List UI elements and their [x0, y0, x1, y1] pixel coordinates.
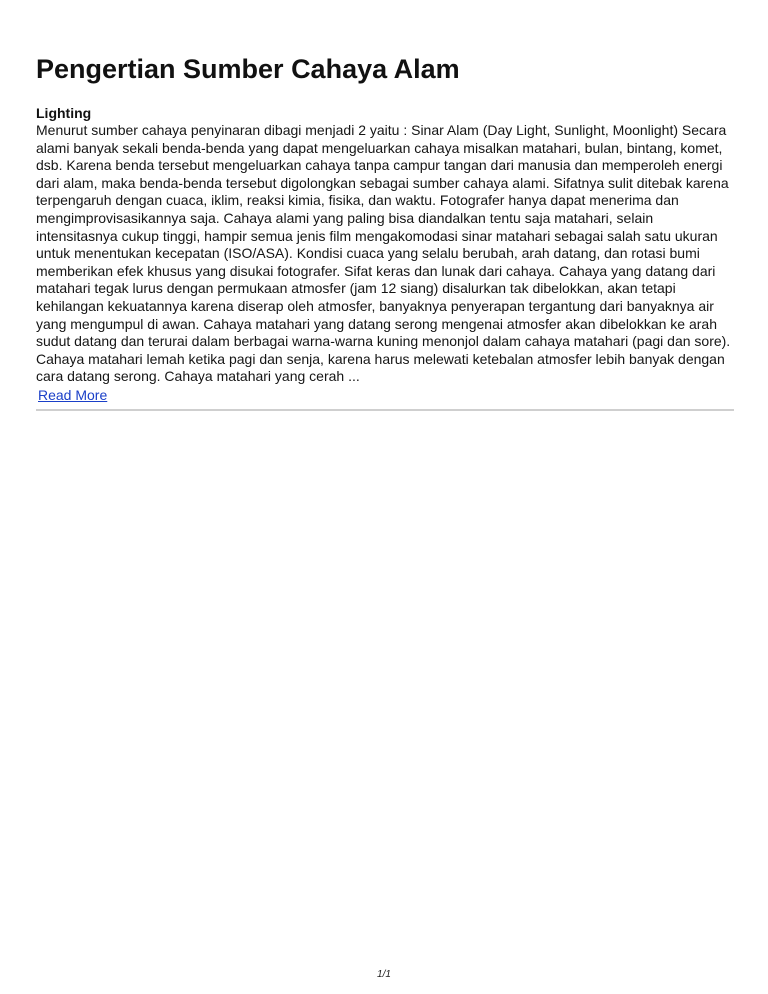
page-title: Pengertian Sumber Cahaya Alam	[36, 54, 460, 84]
read-more-link[interactable]: Read More	[38, 386, 108, 403]
page-number: 1/1	[377, 969, 391, 980]
article-body: Menurut sumber cahaya penyinaran dibagi menjadi 2 yaitu : Sinar Alam (Day Light, Sunlight, Moonlight) Secara alami banyak sekali benda-benda yang dapat mengeluarkan cahaya misalkan matahari, bulan, bintang, komet, dsb. Karena benda tersebut mengeluarkan cahaya tanpa campur tangan dari manusia dan memperoleh energi dari alam, maka benda-benda tersebut digolongkan sebagai sumber cahaya alami. Sifatnya sulit ditebak karena terpengaruh dengan cuaca, iklim, reaksi kimia, fisika, dan waktu. Fotografer hanya dapat menerima dan mengimprovisasikannya saja. Cahaya alami yang paling bisa diandalkan tentu saja matahari, selain intensitasnya cukup tinggi, hampir semua jenis film mengakomodasi sinar matahari sebagai salah satu ukuran untuk menentukan kecepatan (ISO/ASA). Kondisi cuaca yang selalu berubah, arah datang, dan rotasi bumi memberikan efek khusus yang disukai fotografer. Sifat keras dan lunak dari cahaya. Cahaya yang datang dari matahari tegak lurus dengan permukaan atmosfer (jam 12 siang) disalurkan tak dibelokkan, akan tetapi kehilangan kekuatannya karena diserap oleh atmosfer, banyaknya penyerapan tergantung dari banyaknya air yang mengumpul di awan. Cahaya matahari yang datang serong mengenai atmosfer akan dibelokkan ke arah sudut datang dan terurai dalam berbagai warna-warna kuning menonjol dalam cahaya matahari (pagi dan sore). Cahaya matahari lemah ketika pagi dan senja, karena harus melewati ketebalan atmosfer lebih banyak dengan cara datang serong. Cahaya matahari yang cerah ...	[36, 122, 731, 385]
article	[36, 52, 734, 411]
divider	[36, 409, 734, 411]
section-subheading: Lighting	[36, 105, 92, 121]
